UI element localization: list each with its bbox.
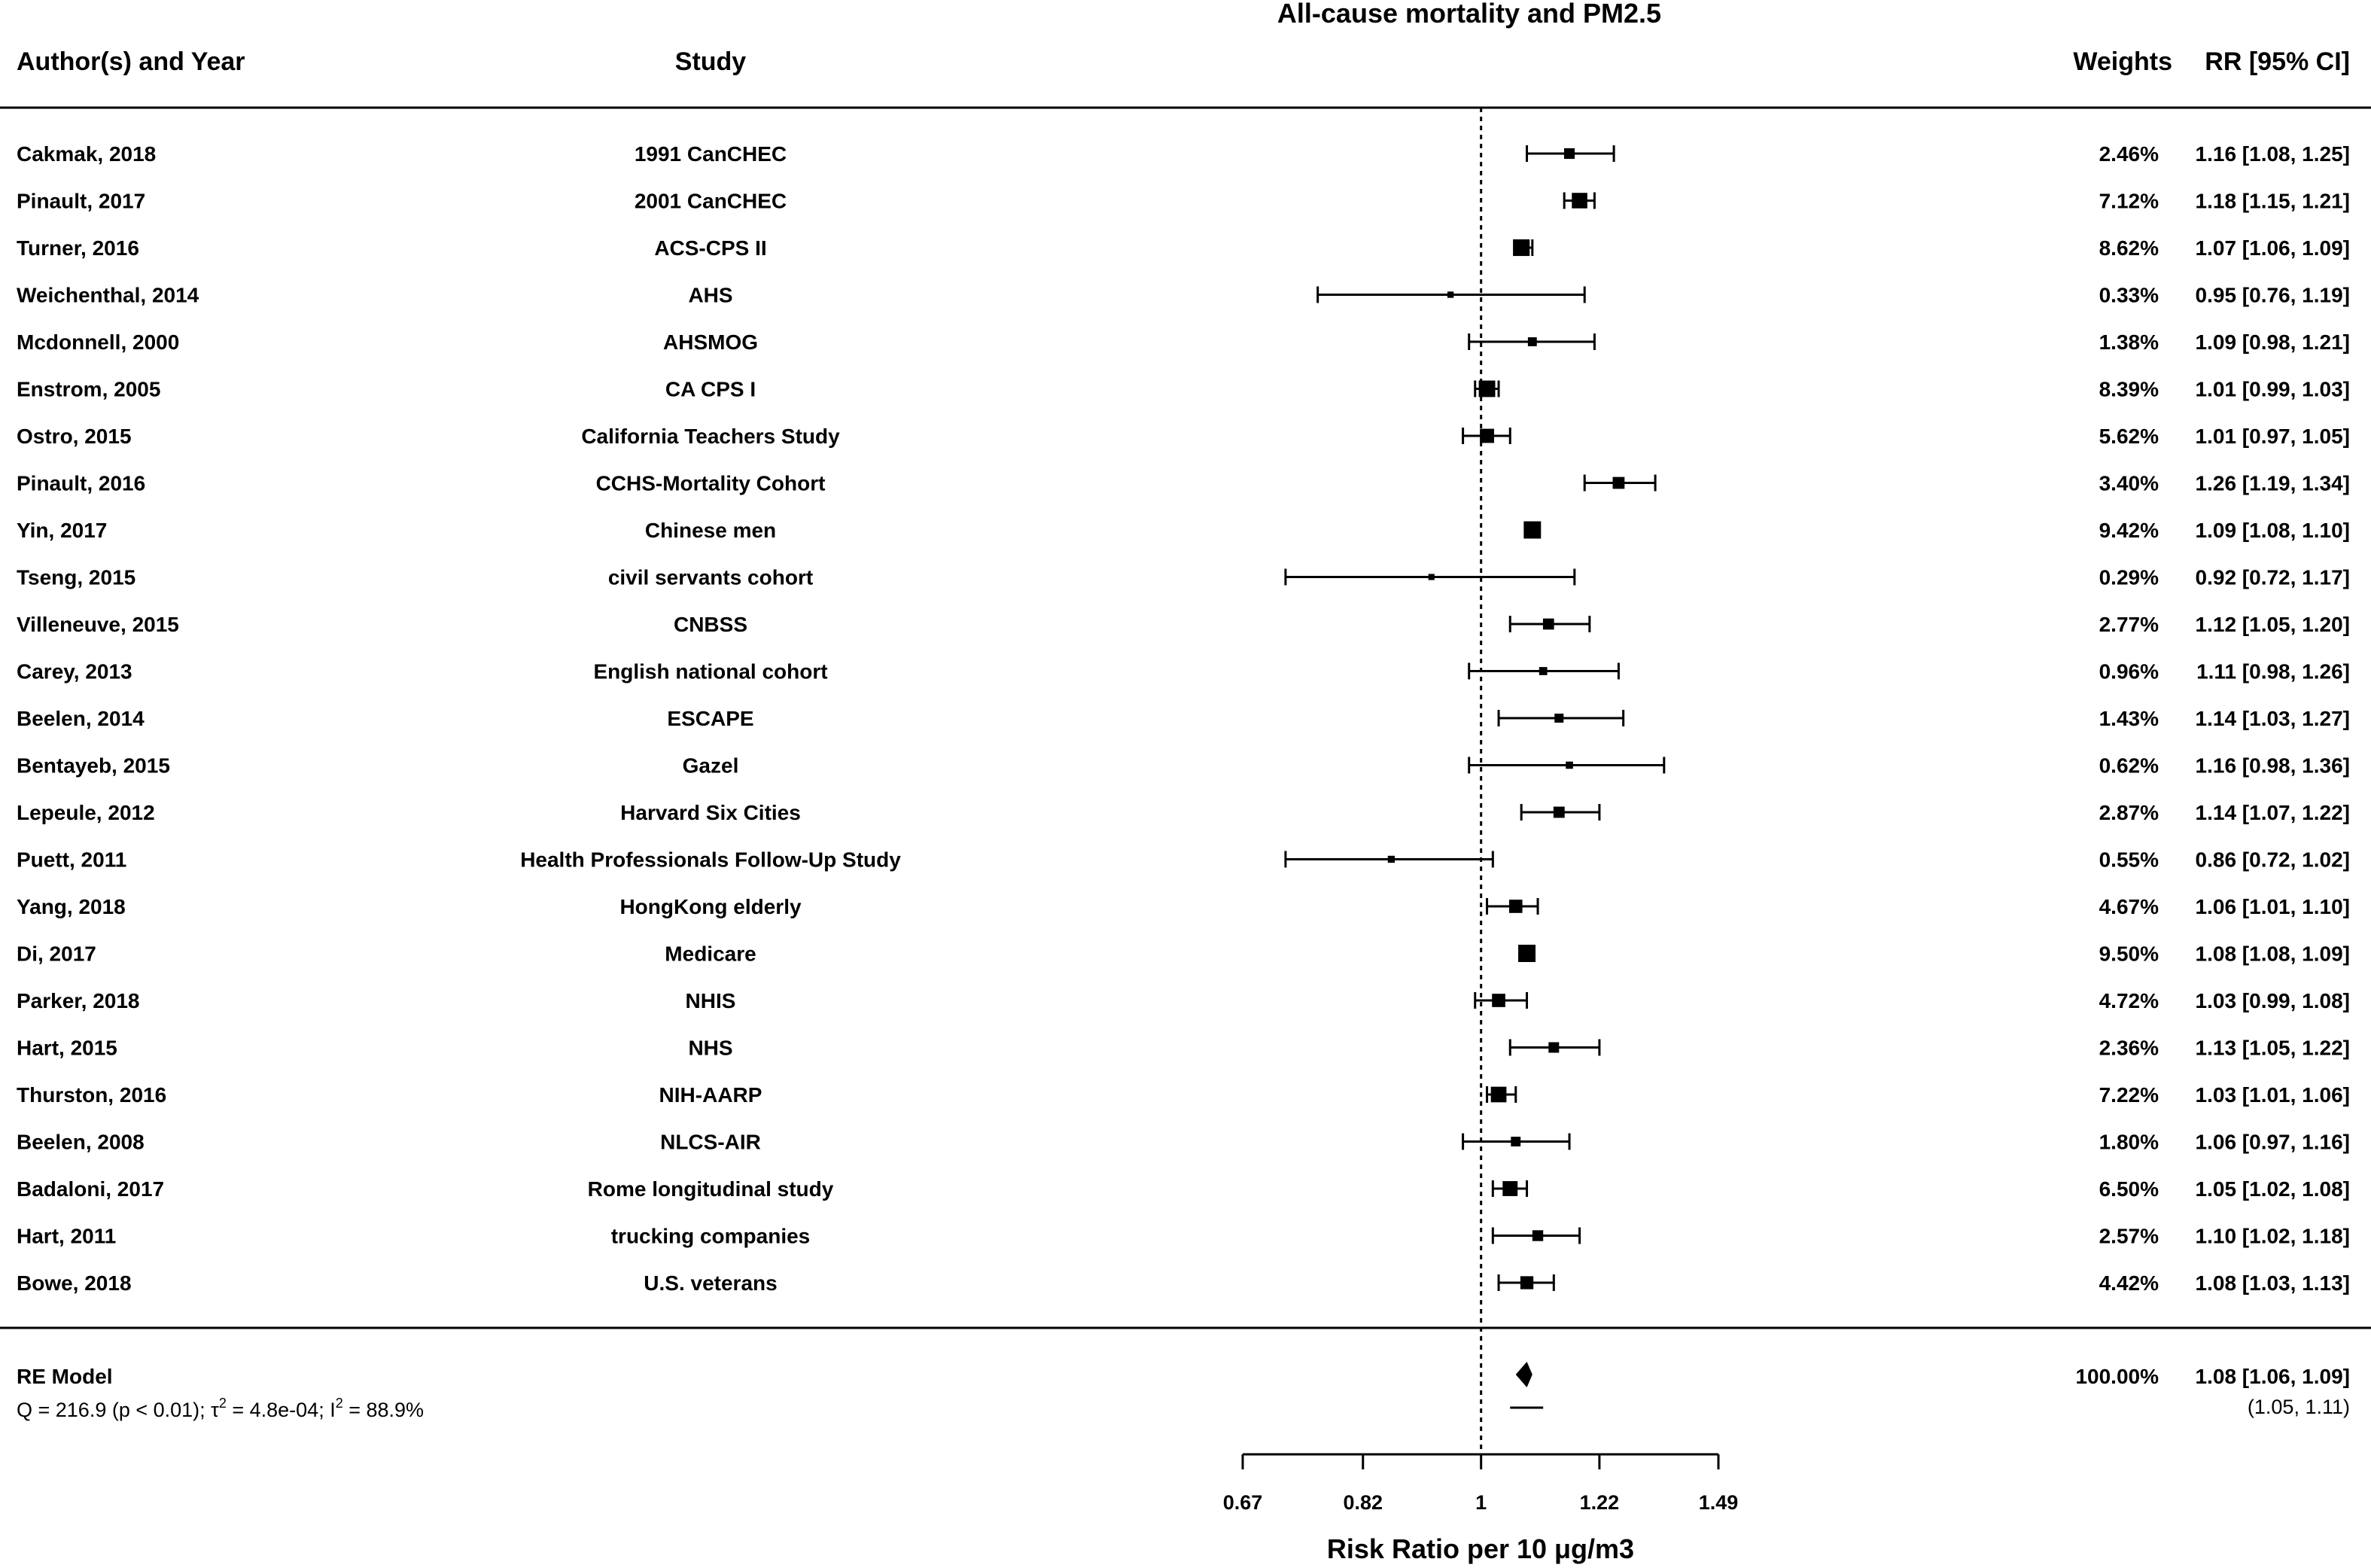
study-row (17, 472, 2350, 495)
study-row (17, 236, 2350, 260)
study-ci: 1.10 [1.02, 1.18] (2195, 1224, 2350, 1248)
study-name: Rome longitudinal study (587, 1177, 834, 1201)
study-ci: 1.09 [1.08, 1.10] (2195, 519, 2350, 542)
point-estimate (1513, 239, 1529, 256)
study-ci: 1.06 [0.97, 1.16] (2195, 1130, 2350, 1154)
study-row (17, 330, 2350, 354)
study-author: Puett, 2011 (17, 848, 127, 872)
point-estimate (1520, 1276, 1533, 1289)
study-row (17, 1177, 2350, 1201)
study-row (17, 1225, 2350, 1248)
point-estimate (1491, 1087, 1507, 1103)
point-estimate (1502, 1181, 1517, 1196)
point-estimate (1388, 856, 1395, 863)
study-author: Thurston, 2016 (17, 1083, 167, 1107)
header-rr: RR [95% CI] (2205, 47, 2350, 76)
study-author: Cakmak, 2018 (17, 142, 157, 166)
study-weight: 2.77% (2099, 613, 2159, 636)
point-estimate (1564, 148, 1575, 159)
x-tick-label: 0.67 (1222, 1491, 1263, 1514)
study-author: Hart, 2015 (17, 1036, 117, 1060)
study-ci: 1.03 [0.99, 1.08] (2195, 989, 2350, 1012)
point-estimate (1523, 522, 1541, 539)
study-row (17, 378, 2350, 401)
study-rows (17, 142, 2350, 1295)
study-weight: 4.42% (2099, 1271, 2159, 1295)
x-axis (1223, 1454, 1739, 1514)
study-name: Harvard Six Cities (620, 801, 801, 824)
x-tick-label: 1.49 (1698, 1491, 1739, 1514)
study-weight: 3.40% (2099, 471, 2159, 495)
study-weight: 7.12% (2099, 189, 2159, 213)
study-name: Medicare (665, 942, 756, 966)
study-author: Pinault, 2016 (17, 471, 146, 495)
study-name: NLCS-AIR (660, 1130, 761, 1154)
study-weight: 8.39% (2099, 377, 2159, 401)
study-author: Ostro, 2015 (17, 425, 132, 448)
study-weight: 2.46% (2099, 142, 2159, 166)
study-ci: 1.13 [1.05, 1.22] (2195, 1036, 2350, 1060)
study-author: Lepeule, 2012 (17, 801, 155, 824)
study-weight: 0.62% (2099, 754, 2159, 778)
study-weight: 1.38% (2099, 330, 2159, 354)
study-ci: 1.03 [1.01, 1.06] (2195, 1083, 2350, 1107)
study-row (17, 895, 2350, 918)
study-author: Mcdonnell, 2000 (17, 330, 180, 354)
study-ci: 1.05 [1.02, 1.08] (2195, 1177, 2350, 1201)
point-estimate (1554, 807, 1565, 818)
study-name: trucking companies (610, 1224, 811, 1248)
study-name: 2001 CanCHEC (634, 189, 787, 213)
study-name: U.S. veterans (644, 1271, 778, 1295)
study-name: NIH-AARP (659, 1083, 762, 1107)
study-ci: 1.11 [0.98, 1.26] (2196, 659, 2350, 684)
summary-weight: 100.00% (2075, 1365, 2159, 1388)
study-weight: 0.96% (2099, 659, 2159, 684)
study-author: Pinault, 2017 (17, 189, 146, 213)
study-row (17, 989, 2350, 1012)
study-name: ESCAPE (667, 707, 754, 730)
study-author: Tseng, 2015 (17, 565, 136, 589)
study-name: CNBSS (673, 613, 748, 636)
summary-prediction-interval: (1.05, 1.11) (2247, 1396, 2350, 1418)
study-row (17, 284, 2350, 307)
header-weights: Weights (2073, 47, 2172, 76)
study-weight: 9.42% (2099, 519, 2159, 542)
point-estimate (1566, 762, 1573, 769)
study-name: CA CPS I (665, 377, 756, 401)
study-name: English national cohort (593, 659, 828, 684)
study-row (17, 1037, 2350, 1060)
study-author: Turner, 2016 (17, 236, 139, 260)
study-author: Hart, 2011 (17, 1224, 117, 1248)
study-ci: 1.14 [1.03, 1.27] (2195, 707, 2350, 730)
study-author: Di, 2017 (17, 942, 96, 966)
study-weight: 8.62% (2099, 236, 2159, 260)
study-name: AHS (688, 283, 733, 307)
study-name: AHSMOG (663, 330, 758, 354)
study-weight: 9.50% (2099, 942, 2159, 966)
study-name: HongKong elderly (619, 895, 802, 918)
study-author: Weichenthal, 2014 (17, 283, 199, 307)
study-ci: 0.95 [0.76, 1.19] (2195, 283, 2350, 307)
study-row (17, 1083, 2350, 1107)
study-name: 1991 CanCHEC (634, 142, 787, 166)
header-author: Author(s) and Year (17, 47, 245, 76)
study-name: California Teachers Study (581, 425, 840, 448)
summary-row (17, 1362, 2350, 1421)
point-estimate (1539, 667, 1548, 675)
study-ci: 1.08 [1.03, 1.13] (2195, 1271, 2350, 1295)
study-row (17, 660, 2350, 684)
study-ci: 0.92 [0.72, 1.17] (2195, 565, 2350, 589)
study-weight: 0.55% (2099, 848, 2159, 872)
study-author: Beelen, 2008 (17, 1130, 145, 1154)
point-estimate (1429, 574, 1435, 580)
summary-stats: Q = 216.9 (p < 0.01); $\tau^2 = 4.8e-04$; $I^2 = 88.9\%$ (17, 1396, 425, 1421)
point-estimate (1528, 337, 1537, 346)
study-weight: 2.87% (2099, 801, 2159, 824)
summary-label: RE Model (17, 1365, 113, 1388)
study-weight: 5.62% (2099, 425, 2159, 448)
study-name: NHIS (685, 989, 736, 1012)
study-ci: 1.01 [0.97, 1.05] (2195, 425, 2350, 448)
study-ci: 1.16 [0.98, 1.36] (2195, 754, 2350, 778)
study-weight: 4.67% (2099, 895, 2159, 918)
study-ci: 1.12 [1.05, 1.20] (2195, 613, 2350, 636)
header-study: Study (674, 47, 747, 76)
study-weight: 4.72% (2099, 989, 2159, 1012)
study-author: Carey, 2013 (17, 659, 132, 684)
x-tick-label: 0.82 (1343, 1491, 1383, 1514)
study-author: Bowe, 2018 (17, 1271, 132, 1295)
study-name: Health Professionals Follow-Up Study (520, 848, 901, 872)
study-ci: 0.86 [0.72, 1.02] (2195, 848, 2350, 872)
study-author: Enstrom, 2005 (17, 377, 161, 401)
study-row (17, 1271, 2350, 1295)
study-author: Villeneuve, 2015 (17, 613, 179, 636)
study-weight: 6.50% (2099, 1177, 2159, 1201)
chart-title: All-cause mortality and PM2.5 (1277, 0, 1662, 29)
study-row (17, 190, 2350, 213)
study-weight: 1.80% (2099, 1130, 2159, 1154)
study-row (17, 142, 2350, 166)
point-estimate (1613, 477, 1625, 489)
point-estimate (1518, 945, 1536, 962)
point-estimate (1480, 429, 1494, 443)
x-tick-label: 1 (1475, 1491, 1487, 1514)
study-weight: 7.22% (2099, 1083, 2159, 1107)
study-weight: 0.33% (2099, 283, 2159, 307)
point-estimate (1554, 714, 1563, 723)
study-author: Yin, 2017 (17, 519, 108, 542)
study-name: NHS (688, 1036, 733, 1060)
study-ci: 1.06 [1.01, 1.10] (2195, 895, 2350, 918)
study-row (17, 707, 2350, 730)
study-name: CCHS-Mortality Cohort (595, 471, 826, 495)
study-author: Parker, 2018 (17, 989, 140, 1012)
study-row (17, 566, 2350, 589)
point-estimate (1543, 619, 1554, 630)
x-tick-label: 1.22 (1579, 1491, 1620, 1514)
point-estimate (1492, 994, 1505, 1007)
study-ci: 1.16 [1.08, 1.25] (2195, 142, 2350, 166)
point-estimate (1532, 1230, 1543, 1241)
study-row (17, 801, 2350, 824)
study-row (17, 613, 2350, 636)
study-row (17, 848, 2350, 872)
study-ci: 1.01 [0.99, 1.03] (2195, 377, 2350, 401)
study-row (17, 519, 2350, 542)
study-weight: 0.29% (2099, 565, 2159, 589)
study-name: civil servants cohort (607, 565, 814, 589)
study-author: Beelen, 2014 (17, 707, 145, 730)
study-name: Chinese men (644, 519, 777, 542)
study-row (17, 754, 2350, 778)
study-ci: 1.18 [1.15, 1.21] (2195, 189, 2350, 213)
study-row (17, 425, 2350, 448)
study-weight: 2.57% (2099, 1224, 2159, 1248)
study-row (17, 942, 2350, 966)
point-estimate (1509, 900, 1523, 913)
study-author: Bentayeb, 2015 (17, 754, 170, 778)
point-estimate (1572, 193, 1587, 209)
x-axis-label: Risk Ratio per 10 μg/m3 (1326, 1533, 1635, 1564)
study-weight: 1.43% (2099, 707, 2159, 730)
study-ci: 1.09 [0.98, 1.21] (2195, 330, 2350, 354)
summary-diamond (1516, 1362, 1532, 1387)
point-estimate (1511, 1137, 1520, 1146)
study-ci: 1.07 [1.06, 1.09] (2195, 236, 2350, 260)
point-estimate (1447, 291, 1453, 297)
study-ci: 1.08 [1.08, 1.09] (2195, 942, 2350, 966)
study-weight: 2.36% (2099, 1036, 2159, 1060)
point-estimate (1548, 1043, 1559, 1053)
study-author: Badaloni, 2017 (17, 1177, 165, 1201)
study-row (17, 1131, 2350, 1154)
study-name: Gazel (682, 754, 739, 778)
summary-ci: 1.08 [1.06, 1.09] (2195, 1365, 2350, 1388)
study-name: ACS-CPS II (654, 236, 767, 260)
study-author: Yang, 2018 (17, 895, 126, 918)
study-ci: 1.26 [1.19, 1.34] (2195, 471, 2350, 495)
point-estimate (1479, 381, 1496, 397)
study-ci: 1.14 [1.07, 1.22] (2195, 801, 2350, 824)
